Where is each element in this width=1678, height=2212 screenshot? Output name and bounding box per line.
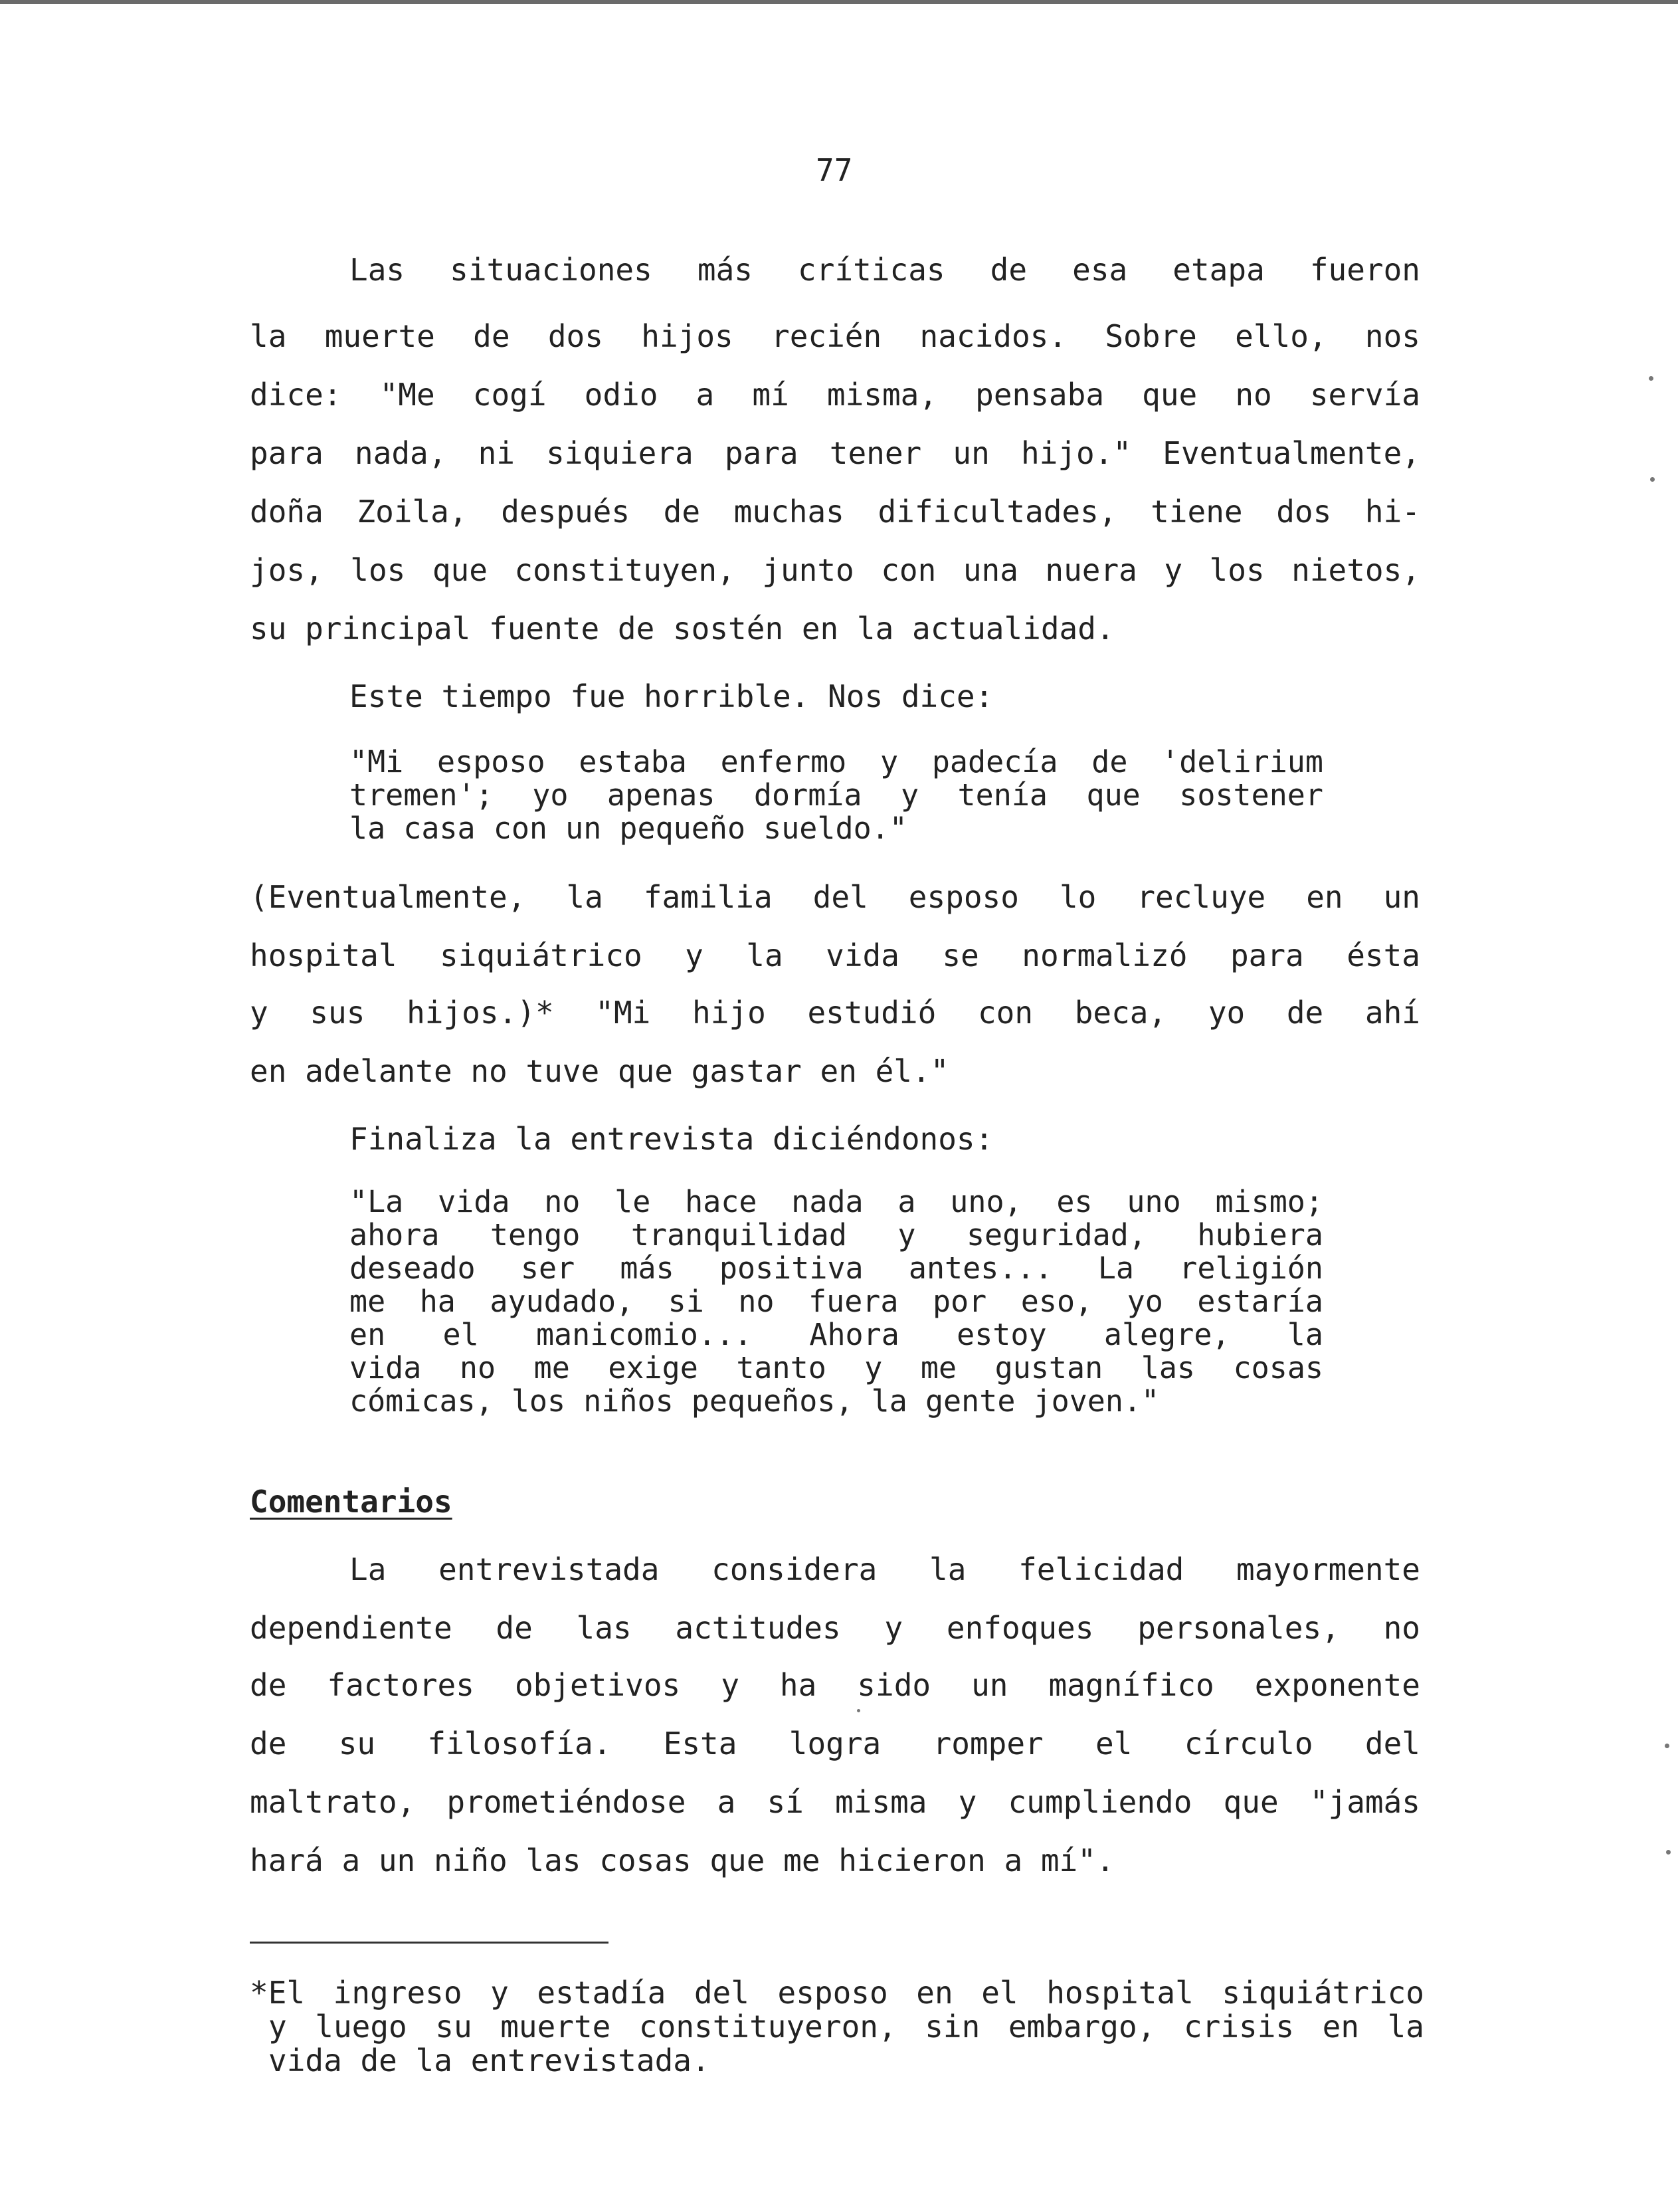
scan-top-edge — [0, 0, 1678, 4]
text-line: maltrato, prometiéndose a sí misma y cumpliendo que "jamás — [250, 1784, 1420, 1820]
text-line: Las situaciones más críticas de esa etapa fueron — [349, 252, 1420, 288]
quote-line: ahora tengo tranquilidad y seguridad, hubiera — [349, 1217, 1323, 1253]
paragraph-este-tiempo: Este tiempo fue horrible. Nos dice: — [349, 678, 994, 714]
scan-speck — [1665, 1744, 1669, 1748]
quote-line: cómicas, los niños pequeños, la gente joven." — [349, 1383, 1160, 1419]
paragraph-finaliza: Finaliza la entrevista diciéndonos: — [349, 1121, 994, 1157]
text-line: jos, los que constituyen, junto con una nuera y los nietos, — [250, 552, 1420, 588]
text-line: dice: "Me cogí odio a mí misma, pensaba que no servía — [250, 377, 1420, 413]
text-line: en adelante no tuve que gastar en él." — [250, 1053, 949, 1089]
text-line: y sus hijos.)* "Mi hijo estudió con beca, yo de ahí — [250, 995, 1420, 1031]
quote-line: tremen'; yo apenas dormía y tenía que sostener — [349, 777, 1323, 813]
quote-line: la casa con un pequeño sueldo." — [349, 811, 907, 846]
quote-line: deseado ser más positiva antes... La religión — [349, 1251, 1323, 1286]
section-heading-comentarios: Comentarios — [250, 1484, 452, 1520]
quote-line: en el manicomio... Ahora estoy alegre, la — [349, 1317, 1323, 1352]
quote-line: me ha ayudado, si no fuera por eso, yo estaría — [349, 1284, 1323, 1319]
block-quote-esposo — [349, 746, 1323, 845]
footnote-separator — [250, 1942, 608, 1944]
footnote-line: y luego su muerte constituyeron, sin embargo, crisis en la — [268, 2009, 1424, 2045]
text-line: La entrevistada considera la felicidad mayormente — [349, 1552, 1420, 1587]
scan-speck — [1649, 376, 1653, 381]
scan-speck — [1666, 1850, 1671, 1855]
text-line: dependiente de las actitudes y enfoques personales, no — [250, 1610, 1420, 1646]
text-line: para nada, ni siquiera para tener un hijo." Eventualmente, — [250, 435, 1420, 471]
text-line: de su filosofía. Esta logra romper el círculo del — [250, 1726, 1420, 1761]
quote-line: "Mi esposo estaba enfermo y padecía de 'delirium — [349, 744, 1323, 779]
footnote — [250, 1976, 1424, 2078]
footnote-line: *El ingreso y estadía del esposo en el hospital siquiátrico — [250, 1975, 1424, 2011]
text-line: de factores objetivos y ha sido un magnífico exponente — [250, 1667, 1420, 1703]
text-line: (Eventualmente, la familia del esposo lo recluye en un — [250, 879, 1420, 915]
text-line: hará a un niño las cosas que me hicieron a mí". — [250, 1843, 1115, 1878]
page-number: 77 — [816, 152, 853, 188]
footnote-line: vida de la entrevistada. — [268, 2043, 710, 2078]
text-line: hospital siquiátrico y la vida se normalizó para ésta — [250, 938, 1420, 973]
text-line: la muerte de dos hijos recién nacidos. Sobre ello, nos — [250, 318, 1420, 354]
text-line: doña Zoila, después de muchas dificultades, tiene dos hi- — [250, 494, 1420, 530]
text-line: su principal fuente de sostén en la actualidad. — [250, 611, 1115, 647]
scan-speck — [857, 1709, 860, 1712]
scan-speck — [1650, 477, 1655, 482]
block-quote-vida — [349, 1185, 1323, 1418]
quote-line: vida no me exige tanto y me gustan las cosas — [349, 1350, 1323, 1385]
quote-line: "La vida no le hace nada a uno, es uno mismo; — [349, 1184, 1323, 1219]
